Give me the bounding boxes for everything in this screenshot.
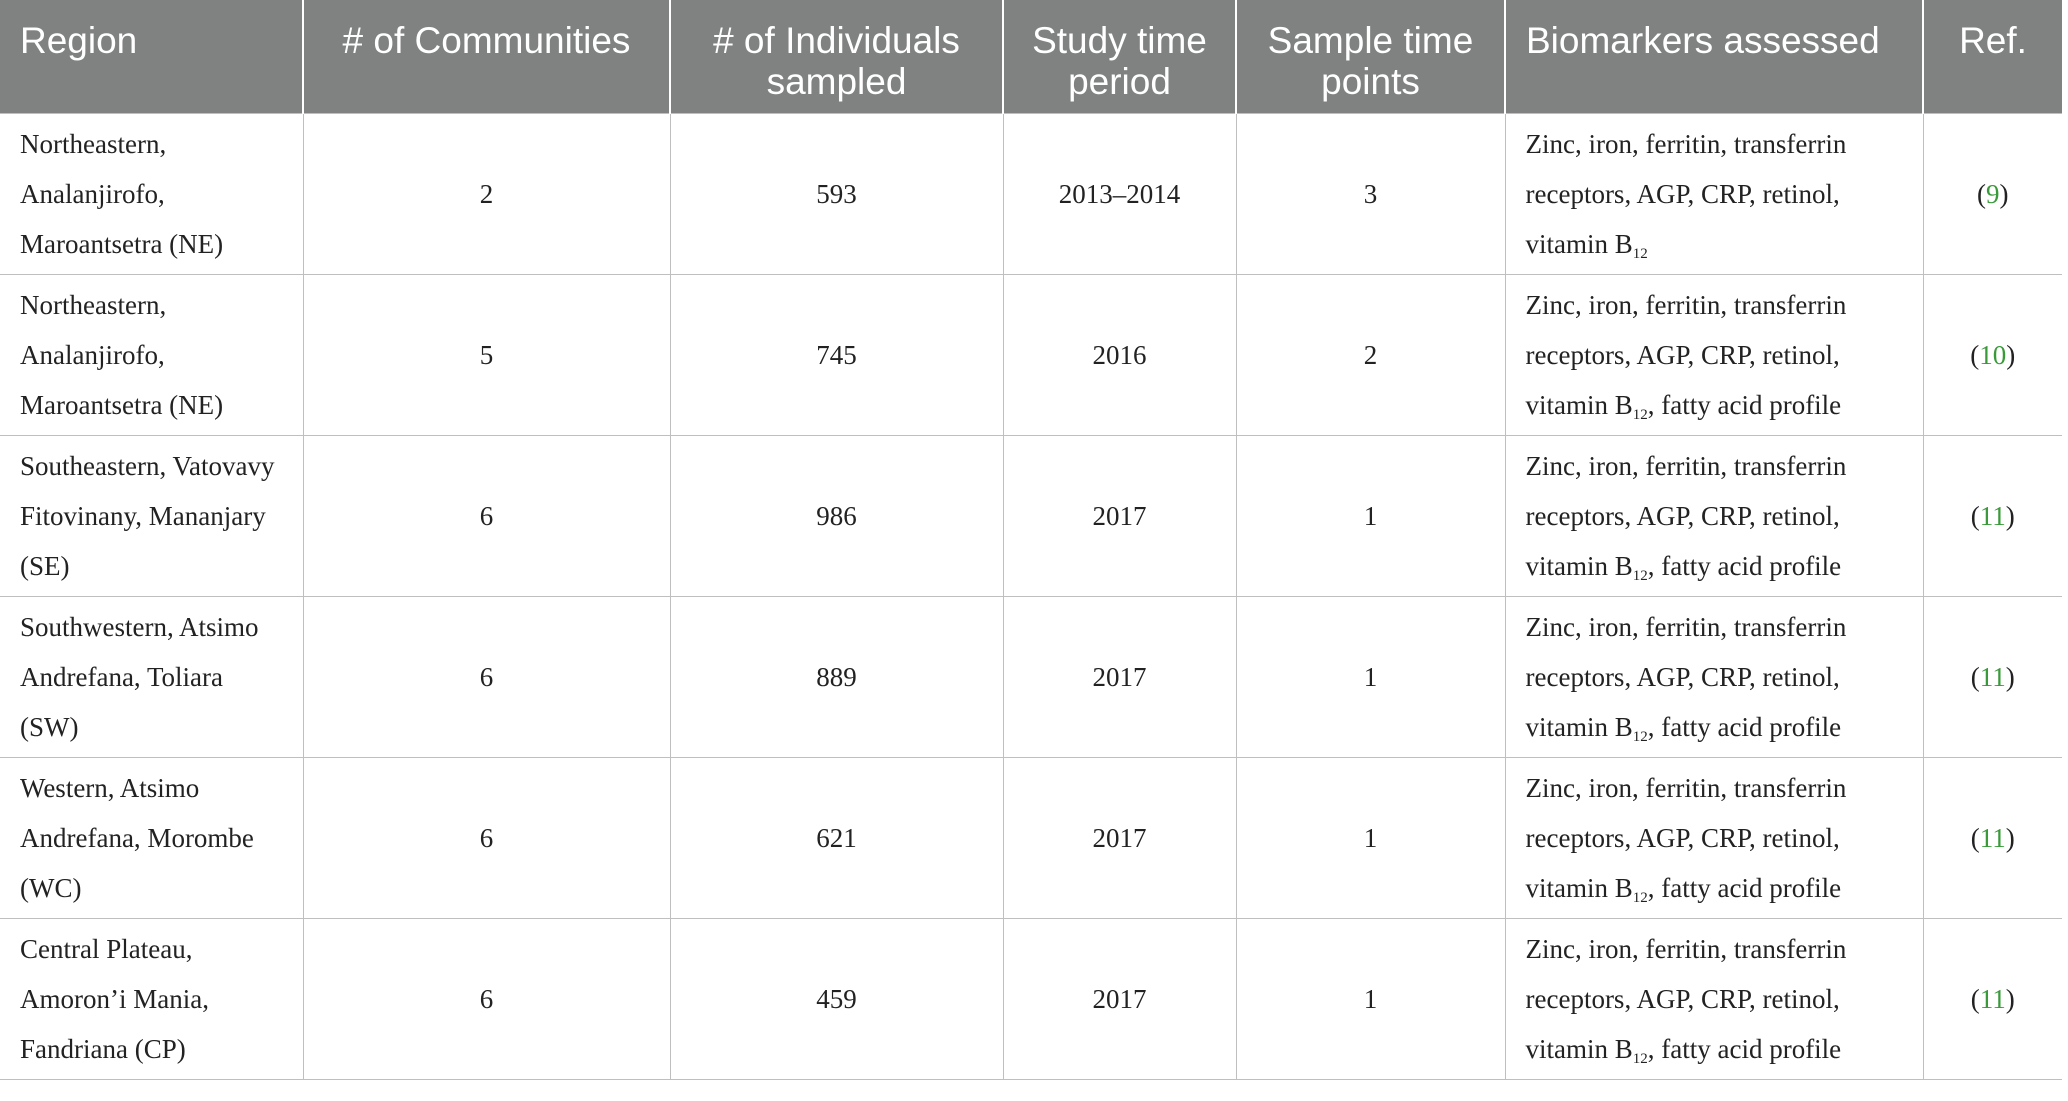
individuals-cell: 621 [670,757,1003,918]
ref-close: ) [2005,822,2015,853]
header-communities: # of Communities [303,0,670,113]
individuals-cell: 593 [670,113,1003,274]
biomarkers-tail: , fatty acid profile [1647,550,1842,581]
period-cell: 2016 [1003,274,1236,435]
individuals-cell: 986 [670,435,1003,596]
communities-cell: 6 [303,918,670,1079]
individuals-cell: 745 [670,274,1003,435]
subscript: 12 [1632,567,1648,584]
communities-cell: 6 [303,435,670,596]
ref-close: ) [1999,178,2009,209]
region-cell: Northeastern, Analanjirofo, Maroantsetra (NE) [0,113,303,274]
ref-close: ) [2006,339,2016,370]
individuals-cell: 459 [670,918,1003,1079]
ref-close: ) [2005,661,2015,692]
table-header [0,0,2062,113]
region-cell: Central Plateau, Amoron’i Mania, Fandriana (CP) [0,918,303,1079]
subscript: 12 [1632,245,1648,262]
ref-cell [1923,113,2062,274]
header-region: Region [0,0,303,113]
biomarkers-tail: , fatty acid profile [1647,711,1842,742]
ref-close: ) [2005,983,2015,1014]
points-cell: 1 [1236,435,1505,596]
table-row [0,435,2062,596]
ref-link[interactable]: 11 [1979,822,2006,853]
ref-open: ( [1970,339,1980,370]
biomarkers-text: Zinc, iron, ferritin, transferrin receptors, AGP, CRP, retinol, vitamin B [1525,933,1847,1064]
ref-link[interactable]: 11 [1979,983,2006,1014]
region-cell: Southwestern, Atsimo Andrefana, Toliara (SW) [0,596,303,757]
period-cell: 2017 [1003,596,1236,757]
points-cell: 1 [1236,596,1505,757]
table-row [0,757,2062,918]
ref-open: ( [1970,822,1980,853]
ref-open: ( [1977,178,1986,209]
header-period: Study time period [1003,0,1236,113]
ref-link[interactable]: 10 [1979,339,2007,370]
individuals-cell: 889 [670,596,1003,757]
points-cell: 2 [1236,274,1505,435]
communities-cell: 6 [303,596,670,757]
biomarkers-cell [1505,918,1923,1079]
biomarkers-tail: , fatty acid profile [1647,872,1842,903]
header-row [0,0,2062,113]
biomarkers-text: Zinc, iron, ferritin, transferrin receptors, AGP, CRP, retinol, vitamin B [1525,450,1847,581]
biomarkers-cell [1505,274,1923,435]
points-cell: 1 [1236,918,1505,1079]
biomarkers-tail: , fatty acid profile [1647,1033,1842,1064]
points-cell: 3 [1236,113,1505,274]
ref-cell [1923,918,2062,1079]
biomarkers-cell [1505,113,1923,274]
ref-cell [1923,435,2062,596]
region-cell: Southeastern, Vatovavy Fitovinany, Mananjary (SE) [0,435,303,596]
ref-cell [1923,757,2062,918]
subscript: 12 [1632,406,1648,423]
biomarkers-text: Zinc, iron, ferritin, transferrin receptors, AGP, CRP, retinol, vitamin B [1525,611,1847,742]
ref-cell [1923,274,2062,435]
biomarkers-tail: , fatty acid profile [1647,389,1842,420]
ref-open: ( [1970,661,1980,692]
communities-cell: 6 [303,757,670,918]
period-cell: 2017 [1003,757,1236,918]
communities-cell: 5 [303,274,670,435]
subscript: 12 [1632,728,1648,745]
biomarkers-text: Zinc, iron, ferritin, transferrin receptors, AGP, CRP, retinol, vitamin B [1525,128,1847,259]
ref-open: ( [1970,500,1980,531]
period-cell: 2013–2014 [1003,113,1236,274]
ref-close: ) [2005,500,2015,531]
biomarkers-text: Zinc, iron, ferritin, transferrin receptors, AGP, CRP, retinol, vitamin B [1525,289,1847,420]
table-body [0,113,2062,1079]
biomarkers-cell [1505,757,1923,918]
table-row [0,274,2062,435]
biomarkers-cell [1505,596,1923,757]
ref-link[interactable]: 11 [1979,661,2006,692]
table-row [0,918,2062,1079]
subscript: 12 [1632,889,1648,906]
header-biomarkers: Biomarkers assessed [1505,0,1923,113]
subscript: 12 [1632,1050,1648,1067]
table-row [0,113,2062,274]
header-ref: Ref. [1923,0,2062,113]
points-cell: 1 [1236,757,1505,918]
ref-link[interactable]: 11 [1979,500,2006,531]
region-cell: Western, Atsimo Andrefana, Morombe (WC) [0,757,303,918]
region-cell: Northeastern, Analanjirofo, Maroantsetra (NE) [0,274,303,435]
communities-cell: 2 [303,113,670,274]
ref-cell [1923,596,2062,757]
biomarkers-text: Zinc, iron, ferritin, transferrin receptors, AGP, CRP, retinol, vitamin B [1525,772,1847,903]
header-individuals: # of Individuals sampled [670,0,1003,113]
table-row [0,596,2062,757]
period-cell: 2017 [1003,435,1236,596]
header-points: Sample time points [1236,0,1505,113]
ref-link[interactable]: 9 [1986,178,2000,209]
ref-open: ( [1970,983,1980,1014]
period-cell: 2017 [1003,918,1236,1079]
biomarkers-cell [1505,435,1923,596]
